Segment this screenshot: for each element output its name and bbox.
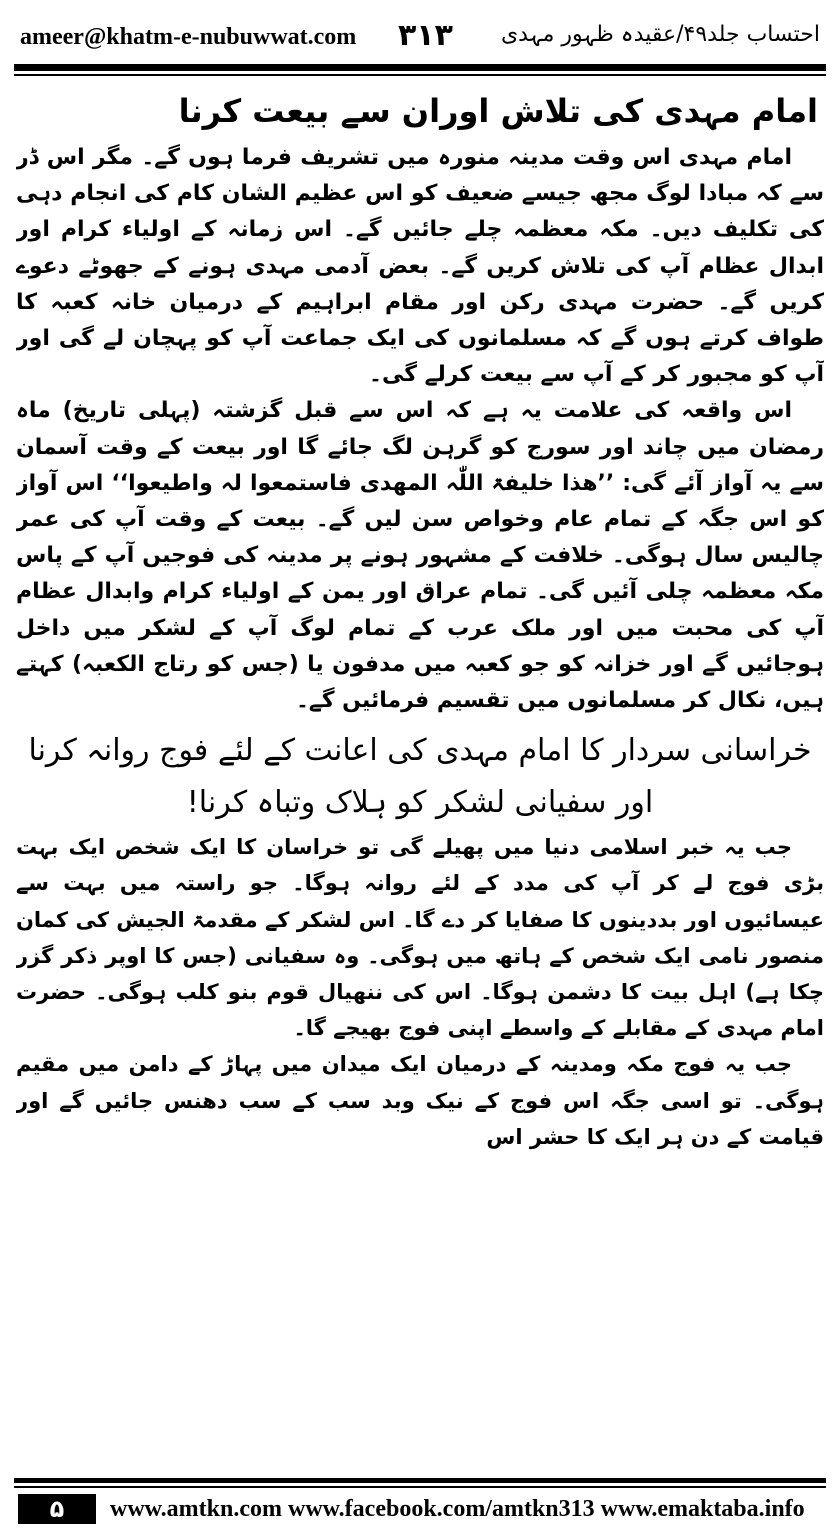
paragraph-2: اس واقعہ کی علامت یہ ہے کہ اس سے قبل گزشتہ (پہلی تاریخ) ماہ رمضان میں چاند اور سورج کو گرہن لگ جائے گا اور بیعت کے وقت آسمان سے یہ آواز آئے گی: ’’ھذا خلیفۃ اللّٰہ المھدی فاستمعوا لہ واطیعوا‘‘ اس آواز کو اس جگہ کے تمام عام وخواص سن لیں گے۔ بیعت کے وقت آپ کی عمر چالیس سال ہوگی۔ خلافت کے مشہور ہونے پر مدینہ کی فوجیں آپ کے پاس مکہ معظمہ چلی آئیں گی۔ تمام عراق اور یمن کے اولیاء کرام وابدال عظام آپ کی محبت میں اور ملک عرب کے تمام لوگ آپ کے لشکر میں داخل ہوجائیں گے اور خزانہ کو جو کعبہ میں مدفون یا (جس کو رتاج الکعبہ) کہتے ہیں، نکال کر مسلمانوں میں تقسیم فرمائیں گے۔ — [16, 398, 824, 714]
header-book-title: احتساب جلد۴۹/عقیدہ ظہور مہدی — [500, 22, 820, 47]
footer-rule-thick — [14, 1478, 826, 1483]
paragraph-4: جب یہ فوج مکہ ومدینہ کے درمیان ایک میدان میں پہاڑ کے دامن میں مقیم ہوگی۔ تو اسی جگہ اس فوج کے نیک وبد سب کے سب دھنس جائیں گے اور قیامت کے دن ہر ایک کا حشر اس — [16, 1052, 824, 1149]
paragraph-1: امام مہدی اس وقت مدینہ منورہ میں تشریف فرما ہوں گے۔ مگر اس ڈر سے کہ مبادا لوگ مجھ جیسے ضعیف کو اس عظیم الشان کام کی انجام دہی کی تکلیف دیں۔ مکہ معظمہ چلے جائیں گے۔ اس زمانہ کے اولیاء کرام اور ابدال عظام آپ کی تلاش کریں گے۔ بعض آدمی مہدی ہونے کے جھوٹے دعوے کریں گے۔ حضرت مہدی رکن اور مقام ابراہیم کے درمیان خانہ کعبہ کا طواف کرتے ہوں گے کہ مسلمانوں کی ایک جماعت آپ کو پہچان لے گی اور آپ کو مجبور کر کے آپ سے بیعت کرلے گی۔ — [16, 145, 824, 388]
section-heading-1: امام مہدی کی تلاش اوران سے بیعت کرنا — [178, 92, 818, 130]
footer-rule-thin — [14, 1486, 826, 1488]
section-heading-2-line-2: اور سفیانی لشکر کو ہلاک وتباہ کرنا! — [186, 785, 654, 821]
header-rule-thin — [14, 74, 826, 76]
page-body — [16, 84, 824, 1466]
header-rule-thick — [14, 64, 826, 71]
footer-page-index: ۵ — [18, 1494, 96, 1524]
page-footer — [14, 1478, 826, 1528]
section-heading-2-line-1: خراسانی سردار کا امام مہدی کی اعانت کے لئے فوج روانہ کرنا — [28, 733, 812, 769]
paragraph-3: جب یہ خبر اسلامی دنیا میں پھیلے گی تو خراسان کا ایک شخص ایک بہت بڑی فوج لے کر آپ کی مدد کے لئے روانہ ہوگا۔ جو راستہ میں بہت سے عیسائیوں اور بددینوں کا صفایا کر دے گا۔ اس لشکر کے مقدمۃ الجیش کی کمان منصور نامی ایک شخص کے ہاتھ میں ہوگی۔ وہ سفیانی (جس کا اوپر ذکر گزر چکا ہے) اہل بیت کا دشمن ہوگا۔ اس کی ننھیال قوم بنو کلب ہوگی۔ حضرت امام مہدی کے مقابلے کے واسطے اپنی فوج بھیجے گا۔ — [16, 835, 824, 1041]
footer-website-links: www.amtkn.com www.facebook.com/amtkn313 www.emaktaba.info — [110, 1496, 805, 1522]
header-page-number: ۳۱۳ — [398, 18, 453, 53]
page-header — [14, 16, 826, 64]
header-email: ameer@khatm-e-nubuwwat.com — [20, 24, 357, 50]
